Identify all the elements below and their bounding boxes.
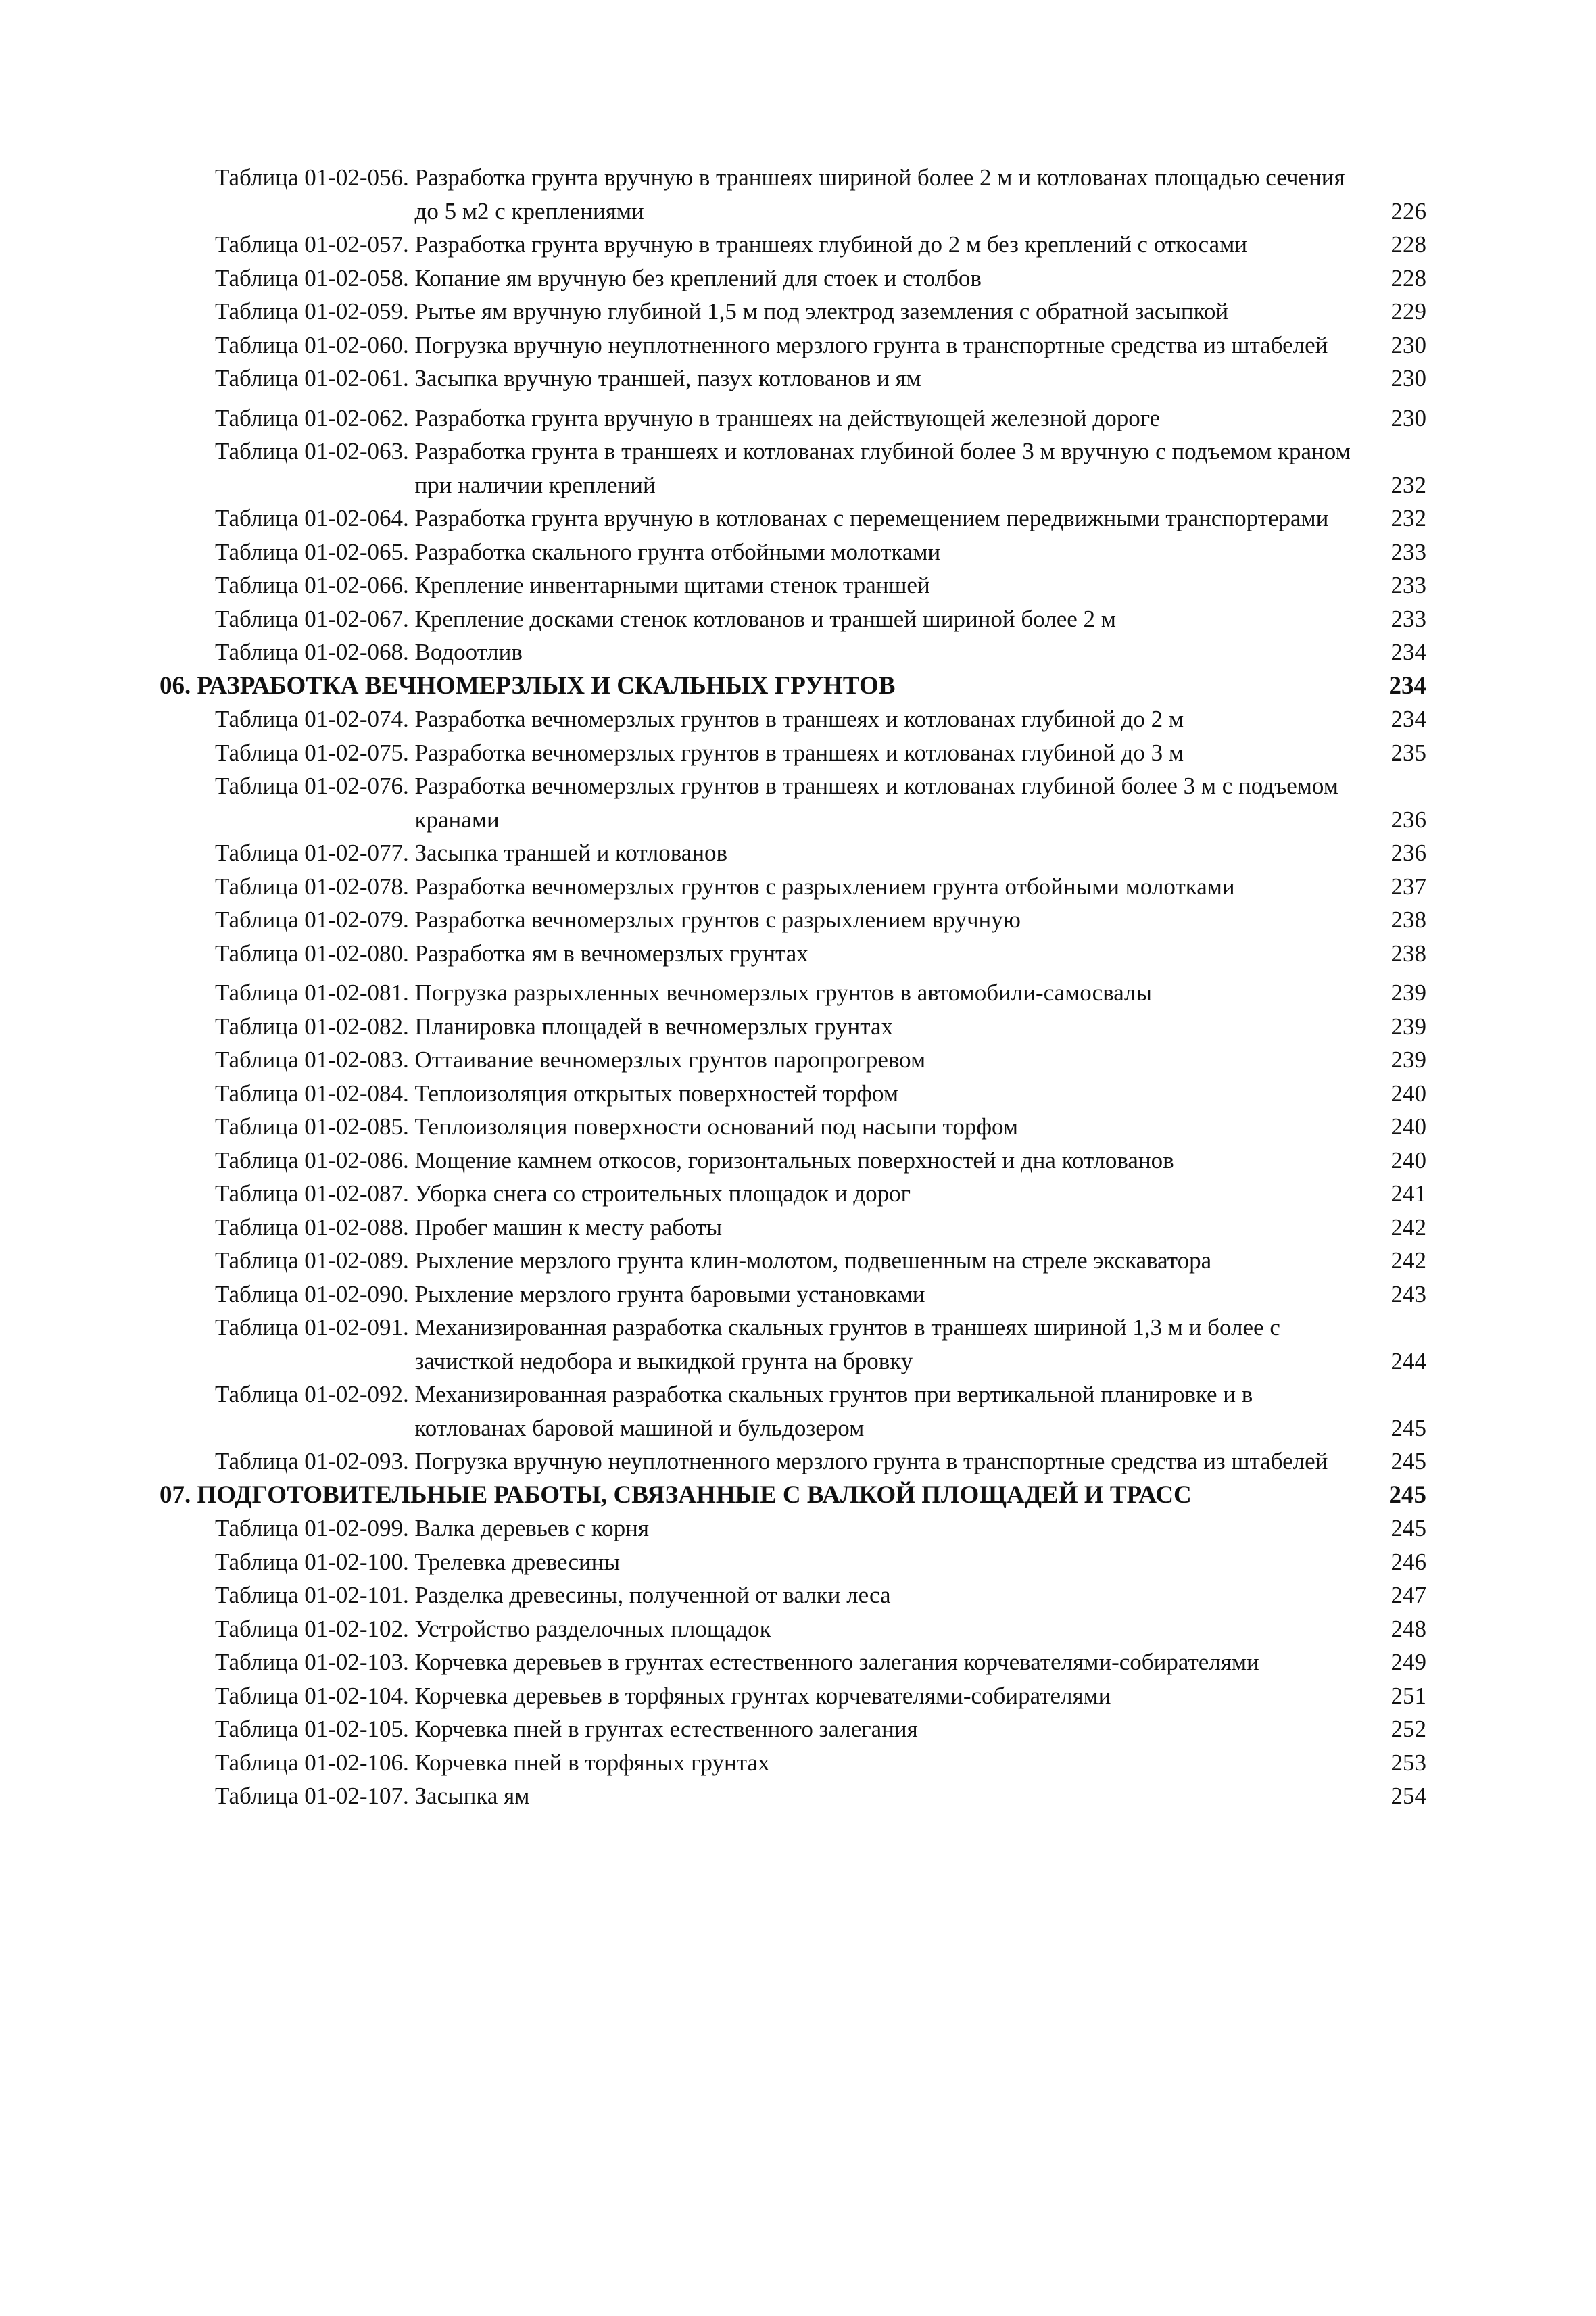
- toc-page-number: 230: [1391, 331, 1426, 358]
- toc-entry-text: Засыпка ям: [414, 1783, 530, 1809]
- toc-page-number: 240: [1391, 1113, 1426, 1140]
- toc-entry-label: Таблица 01-02-081.: [215, 980, 415, 1006]
- toc-entry-label: Таблица 01-02-103.: [215, 1649, 415, 1675]
- toc-page-number: 237: [1391, 873, 1426, 900]
- toc-entry[interactable]: [160, 1712, 1426, 1746]
- toc-entry-label: Таблица 01-02-084.: [215, 1080, 415, 1107]
- toc-entry-text: Разработка вечномерзлых грунтов в траншеях и котлованах глубиной до 3 м: [414, 739, 1184, 766]
- toc-entry[interactable]: [160, 502, 1426, 535]
- toc-entry-text: Разработка вечномерзлых грунтов с разрыхлением грунта отбойными молотками: [414, 873, 1235, 900]
- toc-entry-label: Таблица 01-02-083.: [215, 1046, 415, 1073]
- toc-page-number: 242: [1391, 1247, 1426, 1274]
- toc-page-number: 239: [1391, 1046, 1426, 1073]
- toc-entry[interactable]: [160, 362, 1426, 395]
- toc-entry[interactable]: [160, 1578, 1426, 1612]
- toc-entry[interactable]: [160, 1211, 1426, 1245]
- toc-entry-text: Валка деревьев с корня: [414, 1515, 649, 1541]
- toc-entry-label: Таблица 01-02-059.: [215, 298, 415, 324]
- toc-page-number: 249: [1391, 1649, 1426, 1675]
- toc-entry-title: [160, 295, 1378, 329]
- toc-entry[interactable]: [160, 1545, 1426, 1579]
- toc-page-number: 235: [1391, 739, 1426, 766]
- toc-entry-title: [160, 1077, 1378, 1111]
- toc-entry[interactable]: [160, 161, 1426, 228]
- toc-entry[interactable]: [160, 228, 1426, 262]
- toc-page-number: 242: [1391, 1213, 1426, 1240]
- toc-entry-text: Рытье ям вручную глубиной 1,5 м под электрод заземления с обратной засыпкой: [414, 298, 1229, 324]
- toc-entry-label: Таблица 01-02-078.: [215, 873, 415, 900]
- toc-entry[interactable]: [160, 1278, 1426, 1311]
- toc-entry[interactable]: [160, 870, 1426, 904]
- toc-entry-label: Таблица 01-02-089.: [215, 1247, 415, 1274]
- toc-entry-title: [160, 635, 1378, 669]
- toc-entry-text: Погрузка разрыхленных вечномерзлых грунтов в автомобили-самосвалы: [414, 980, 1153, 1006]
- toc-entry-text: Мощение камнем откосов, горизонтальных поверхностей и дна котлованов: [414, 1147, 1174, 1174]
- toc-entry-title: [160, 769, 1378, 836]
- toc-entry-title: [160, 1378, 1378, 1445]
- toc-page-number: 239: [1391, 980, 1426, 1006]
- toc-entry-text: Устройство разделочных площадок: [414, 1615, 771, 1642]
- toc-page-number: 241: [1391, 1180, 1426, 1207]
- toc-entry-label: Таблица 01-02-064.: [215, 505, 415, 531]
- toc-entry-text: Разработка грунта вручную в траншеях шириной более 2 м и котлованах площадью сечения до 5 м2 с креплениями: [414, 164, 1345, 224]
- toc-entry-text: Разработка грунта вручную в траншеях глубиной до 2 м без креплений с откосами: [414, 231, 1248, 258]
- toc-page-number: 245: [1391, 1414, 1426, 1441]
- toc-entry-text: Копание ям вручную без креплений для стоек и столбов: [414, 264, 982, 291]
- toc-entry-title: [160, 602, 1378, 636]
- toc-entry-title: [160, 1211, 1378, 1245]
- toc-entry-label: Таблица 01-02-087.: [215, 1180, 415, 1207]
- toc-entry-title: [160, 161, 1378, 228]
- toc-entry-text: Трелевка древесины: [414, 1548, 620, 1575]
- toc-page-number: 238: [1391, 940, 1426, 967]
- toc-entry-label: Таблица 01-02-091.: [215, 1314, 415, 1341]
- toc-entry-text: Теплоизоляция поверхности оснований под насыпи торфом: [414, 1113, 1019, 1140]
- toc-entry-text: Корчевка деревьев в торфяных грунтах корчевателями-собирателями: [414, 1682, 1111, 1709]
- toc-entry[interactable]: [160, 1077, 1426, 1111]
- toc-entry-label: Таблица 01-02-067.: [215, 605, 415, 632]
- toc-entry[interactable]: [160, 569, 1426, 602]
- toc-entry-label: Таблица 01-02-092.: [215, 1381, 415, 1407]
- toc-entry-title: [160, 1712, 1378, 1746]
- toc-page-number: 230: [1391, 365, 1426, 391]
- toc-entry-title: [160, 435, 1378, 502]
- toc-page-number: 245: [1391, 1448, 1426, 1474]
- toc-section-heading[interactable]: [160, 669, 1426, 703]
- toc-entry-text: Разработка грунта вручную в траншеях на действующей железной дороге: [414, 404, 1161, 431]
- toc-entry-title: [160, 1545, 1378, 1579]
- toc-entry[interactable]: [160, 1110, 1426, 1144]
- toc-page-number: 228: [1391, 231, 1426, 258]
- toc-entry-text: Корчевка пней в торфяных грунтах: [414, 1749, 770, 1776]
- toc-entry-text: Рыхление мерзлого грунта клин-молотом, подвешенным на стреле экскаватора: [414, 1247, 1212, 1274]
- toc-entry[interactable]: [160, 836, 1426, 870]
- toc-entry-title: [160, 1043, 1378, 1077]
- toc-page-number: 238: [1391, 907, 1426, 933]
- toc-entry-label: Таблица 01-02-075.: [215, 739, 415, 766]
- toc-entry-title: [160, 903, 1378, 937]
- toc-entry-title: [160, 1612, 1378, 1646]
- toc-entry-text: Механизированная разработка скальных грунтов при вертикальной планировке и в котлованах баровой машиной и бульдозером: [414, 1381, 1253, 1441]
- toc-entry-title: [160, 1512, 1378, 1545]
- toc-entry-label: Таблица 01-02-058.: [215, 264, 415, 291]
- toc-entry-title: [160, 836, 1378, 870]
- toc-entry[interactable]: [160, 1512, 1426, 1545]
- toc-entry-label: Таблица 01-02-056.: [215, 164, 415, 191]
- toc-entry-text: Разработка скального грунта отбойными молотками: [414, 538, 941, 565]
- toc-entry-text: Крепление инвентарными щитами стенок траншей: [414, 572, 930, 598]
- toc-entry-text: Разработка вечномерзлых грунтов в траншеях и котлованах глубиной до 2 м: [414, 706, 1184, 732]
- toc-entry-label: Таблица 01-02-074.: [215, 706, 415, 732]
- toc-entry[interactable]: [160, 1378, 1426, 1445]
- toc-page-number: 244: [1391, 1347, 1426, 1374]
- toc-entry-label: Таблица 01-02-066.: [215, 572, 415, 598]
- toc-entry-text: Погрузка вручную неуплотненного мерзлого грунта в транспортные средства из штабелей: [414, 1448, 1328, 1474]
- toc-entry-text: 06. РАЗРАБОТКА ВЕЧНОМЕРЗЛЫХ И СКАЛЬНЫХ ГРУНТОВ: [160, 671, 896, 700]
- toc-entry[interactable]: [160, 1244, 1426, 1278]
- toc-entry-label: Таблица 01-02-060.: [215, 331, 415, 358]
- toc-page-number: 236: [1391, 840, 1426, 866]
- toc-entry-label: Таблица 01-02-093.: [215, 1448, 415, 1474]
- toc-entry-label: Таблица 01-02-065.: [215, 538, 415, 565]
- toc-entry-title: [160, 329, 1378, 362]
- toc-entry-label: Таблица 01-02-105.: [215, 1716, 415, 1742]
- toc-page-number: 248: [1391, 1615, 1426, 1642]
- toc-entry-label: Таблица 01-02-107.: [215, 1783, 415, 1809]
- toc-page-number: 233: [1391, 572, 1426, 598]
- toc-page-number: 247: [1391, 1582, 1426, 1608]
- toc-entry-title: [160, 402, 1378, 435]
- toc-entry-label: Таблица 01-02-100.: [215, 1548, 415, 1575]
- toc-entry[interactable]: [160, 635, 1426, 669]
- toc-entry-label: Таблица 01-02-080.: [215, 940, 415, 967]
- toc-entry-title: [160, 362, 1378, 395]
- toc-entry-label: Таблица 01-02-106.: [215, 1749, 415, 1776]
- toc-entry-label: Таблица 01-02-061.: [215, 365, 415, 391]
- toc-entry-label: Таблица 01-02-057.: [215, 231, 415, 258]
- toc-entry-title: [160, 1578, 1378, 1612]
- toc-entry-text: Разработка грунта вручную в котлованах с перемещением передвижными транспортерами: [414, 505, 1329, 531]
- toc-entry[interactable]: [160, 736, 1426, 770]
- toc-entry[interactable]: [160, 435, 1426, 502]
- toc-entry[interactable]: [160, 1612, 1426, 1646]
- toc-entry-label: Таблица 01-02-076.: [215, 773, 415, 799]
- toc-page-number: 240: [1391, 1080, 1426, 1107]
- toc-entry[interactable]: [160, 402, 1426, 435]
- toc-entry-label: Таблица 01-02-063.: [215, 438, 415, 464]
- toc-entry-title: [160, 1478, 1378, 1512]
- toc-entry-label: Таблица 01-02-088.: [215, 1213, 415, 1240]
- toc-page-number: 245: [1388, 1480, 1426, 1509]
- toc-entry[interactable]: [160, 937, 1426, 971]
- toc-entry-text: Рыхление мерзлого грунта баровыми установками: [414, 1280, 925, 1307]
- toc-entry-text: 07. ПОДГОТОВИТЕЛЬНЫЕ РАБОТЫ, СВЯЗАННЫЕ С ВАЛКОЙ ПЛОЩАДЕЙ И ТРАСС: [160, 1480, 1192, 1509]
- toc-page-number: 233: [1391, 605, 1426, 632]
- toc-entry-text: Разделка древесины, полученной от валки леса: [414, 1582, 891, 1608]
- toc-entry-title: [160, 1746, 1378, 1780]
- toc-entry[interactable]: [160, 1679, 1426, 1713]
- toc-entry-text: Разработка ям в вечномерзлых грунтах: [414, 940, 808, 967]
- toc-page-number: 230: [1391, 404, 1426, 431]
- toc-entry-title: [160, 702, 1378, 736]
- toc-page-number: 240: [1391, 1147, 1426, 1174]
- toc-entry-title: [160, 1311, 1378, 1378]
- toc-page-number: 252: [1391, 1716, 1426, 1742]
- toc-page-number: 243: [1391, 1280, 1426, 1307]
- toc-page-number: 234: [1388, 671, 1426, 700]
- toc-entry-title: [160, 502, 1378, 535]
- toc-entry[interactable]: [160, 329, 1426, 362]
- toc-entry-text: Механизированная разработка скальных грунтов в траншеях шириной 1,3 м и более с зачисткой недобора и выкидкой грунта на бровку: [414, 1314, 1280, 1374]
- toc-entry-text: Крепление досками стенок котлованов и траншей шириной более 2 м: [414, 605, 1116, 632]
- toc-page-number: 253: [1391, 1749, 1426, 1776]
- toc-entry-label: Таблица 01-02-068.: [215, 639, 415, 665]
- toc-page-number: 239: [1391, 1013, 1426, 1040]
- toc-entry-title: [160, 1445, 1378, 1478]
- toc-page-number: 236: [1391, 806, 1426, 833]
- toc-entry-text: Засыпка траншей и котлованов: [414, 840, 728, 866]
- toc-entry-text: Пробег машин к месту работы: [414, 1213, 723, 1240]
- toc-page-number: 254: [1391, 1783, 1426, 1809]
- toc-page-number: 229: [1391, 298, 1426, 324]
- toc-entry-title: [160, 1010, 1378, 1044]
- toc-page-number: 234: [1391, 706, 1426, 732]
- toc-entry-title: [160, 228, 1378, 262]
- toc-entry[interactable]: [160, 1445, 1426, 1478]
- toc-entry-text: Уборка снега со строительных площадок и дорог: [414, 1180, 911, 1207]
- toc-entry-label: Таблица 01-02-090.: [215, 1280, 415, 1307]
- toc-entry-label: Таблица 01-02-062.: [215, 404, 415, 431]
- toc-entry[interactable]: [160, 702, 1426, 736]
- toc-page-number: 233: [1391, 538, 1426, 565]
- toc-page-number: 245: [1391, 1515, 1426, 1541]
- toc-entry[interactable]: [160, 1144, 1426, 1178]
- toc-entry-label: Таблица 01-02-079.: [215, 907, 415, 933]
- toc-entry-title: [160, 1144, 1378, 1178]
- toc-entry-title: [160, 1110, 1378, 1144]
- table-of-contents: [160, 161, 1426, 1813]
- toc-entry-text: Разработка вечномерзлых грунтов с разрыхлением вручную: [414, 907, 1021, 933]
- toc-entry-label: Таблица 01-02-104.: [215, 1682, 415, 1709]
- toc-entry-title: [160, 1645, 1378, 1679]
- toc-entry[interactable]: [160, 602, 1426, 636]
- toc-entry[interactable]: [160, 262, 1426, 295]
- toc-entry-title: [160, 1779, 1378, 1813]
- toc-entry-title: [160, 736, 1378, 770]
- toc-entry-label: Таблица 01-02-085.: [215, 1113, 415, 1140]
- toc-entry[interactable]: [160, 1177, 1426, 1211]
- toc-entry-label: Таблица 01-02-102.: [215, 1615, 415, 1642]
- toc-page-number: 234: [1391, 639, 1426, 665]
- toc-entry-text: Погрузка вручную неуплотненного мерзлого грунта в транспортные средства из штабелей: [414, 331, 1328, 358]
- toc-entry-title: [160, 262, 1378, 295]
- toc-entry-title: [160, 1278, 1378, 1311]
- toc-entry-label: Таблица 01-02-077.: [215, 840, 415, 866]
- toc-entry-title: [160, 1177, 1378, 1211]
- toc-entry-label: Таблица 01-02-082.: [215, 1013, 415, 1040]
- toc-entry[interactable]: [160, 769, 1426, 836]
- toc-entry[interactable]: [160, 535, 1426, 569]
- toc-entry-text: Разработка вечномерзлых грунтов в траншеях и котлованах глубиной более 3 м с подъемом кранами: [414, 773, 1338, 833]
- toc-entry[interactable]: [160, 1746, 1426, 1780]
- toc-page-number: 232: [1391, 505, 1426, 531]
- toc-entry[interactable]: [160, 1010, 1426, 1044]
- toc-entry[interactable]: [160, 903, 1426, 937]
- toc-page-number: 251: [1391, 1682, 1426, 1709]
- toc-entry[interactable]: [160, 976, 1426, 1010]
- toc-entry-label: Таблица 01-02-099.: [215, 1515, 415, 1541]
- toc-entry-title: [160, 870, 1378, 904]
- toc-entry-text: Разработка грунта в траншеях и котлованах глубиной более 3 м вручную с подъемом краном при наличии креплений: [414, 438, 1351, 498]
- toc-page-number: 246: [1391, 1548, 1426, 1575]
- toc-entry-title: [160, 569, 1378, 602]
- toc-entry-text: Водоотлив: [414, 639, 523, 665]
- toc-entry[interactable]: [160, 1645, 1426, 1679]
- toc-entry[interactable]: [160, 1311, 1426, 1378]
- toc-entry-text: Корчевка пней в грунтах естественного залегания: [414, 1716, 918, 1742]
- toc-entry-text: Планировка площадей в вечномерзлых грунтах: [414, 1013, 894, 1040]
- toc-entry[interactable]: [160, 1043, 1426, 1077]
- toc-page-number: 228: [1391, 264, 1426, 291]
- toc-page-number: 232: [1391, 471, 1426, 498]
- toc-entry-text: Засыпка вручную траншей, пазух котлованов и ям: [414, 365, 921, 391]
- toc-entry-title: [160, 1244, 1378, 1278]
- toc-entry-text: Оттаивание вечномерзлых грунтов паропрогревом: [414, 1046, 926, 1073]
- toc-entry-title: [160, 976, 1378, 1010]
- toc-entry[interactable]: [160, 295, 1426, 329]
- toc-entry-label: Таблица 01-02-101.: [215, 1582, 415, 1608]
- toc-entry-title: [160, 535, 1378, 569]
- toc-entry-text: Теплоизоляция открытых поверхностей торфом: [414, 1080, 898, 1107]
- toc-section-heading[interactable]: [160, 1478, 1426, 1512]
- toc-entry-title: [160, 937, 1378, 971]
- toc-entry[interactable]: [160, 1779, 1426, 1813]
- toc-entry-label: Таблица 01-02-086.: [215, 1147, 415, 1174]
- toc-entry-text: Корчевка деревьев в грунтах естественного залегания корчевателями-собирателями: [414, 1649, 1259, 1675]
- toc-page-number: 226: [1391, 197, 1426, 224]
- toc-entry-title: [160, 1679, 1378, 1713]
- toc-entry-title: [160, 669, 1378, 703]
